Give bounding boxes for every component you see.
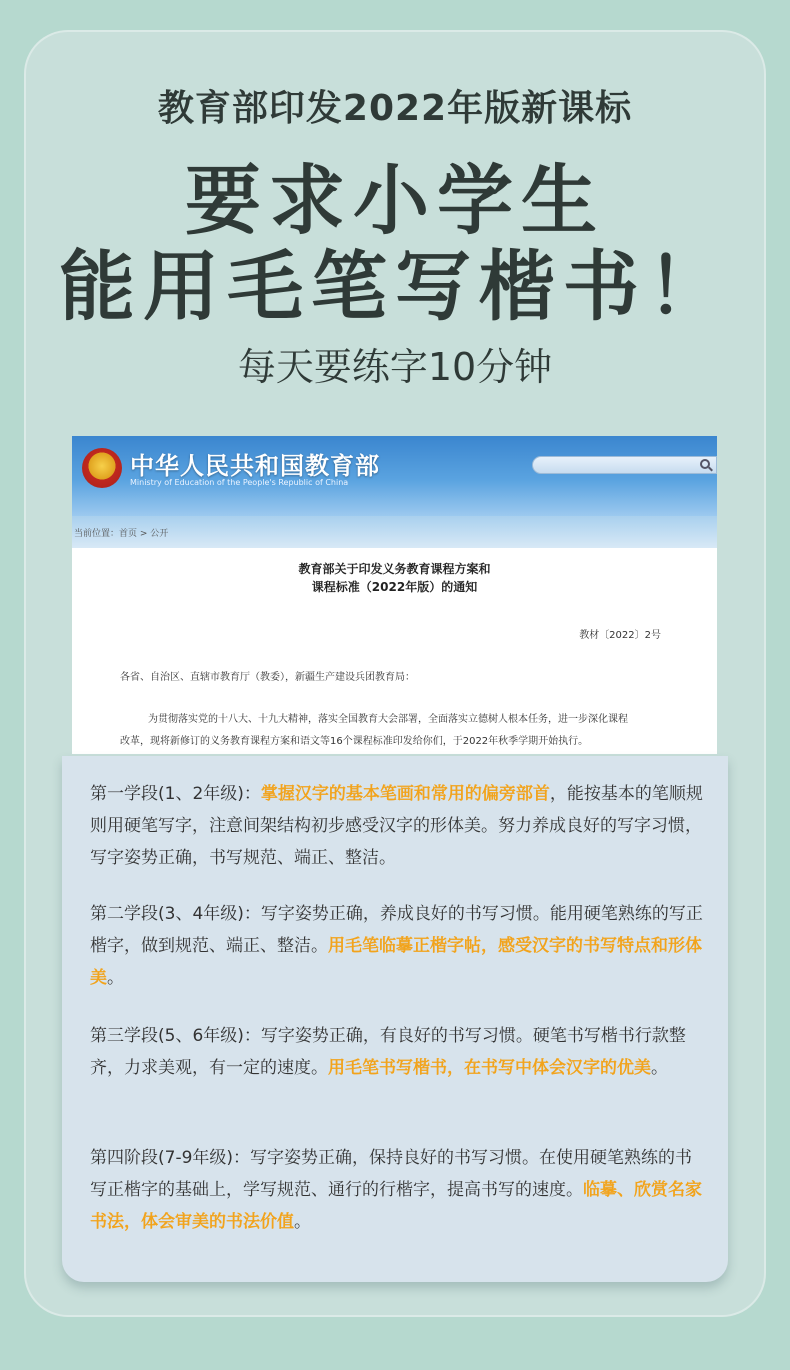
headline-top: 教育部印发2022年版新课标	[157, 88, 633, 129]
notice-doc-number: 教材〔2022〕2号	[579, 630, 661, 641]
notice-recipients: 各省、自治区、直辖市教育厅（教委），新疆生产建设兵团教育局：	[120, 672, 415, 683]
stage-paragraph-2	[90, 898, 706, 994]
ministry-site-name: 中华人民共和国教育部	[130, 452, 380, 480]
stage-4-highlight: 临摹、欣赏名家书法，体会审美的书法价值	[90, 1180, 702, 1232]
ministry-notice-screenshot	[72, 436, 717, 754]
headline-subtitle: 每天要练字10分钟	[237, 345, 553, 389]
notice-title-line-1: 教育部关于印发义务教育课程方案和	[298, 562, 491, 576]
national-emblem-icon	[82, 448, 122, 488]
ministry-site-banner	[72, 436, 717, 516]
stage-4-rest: 。	[294, 1212, 311, 1232]
notice-body-line-2: 改革，现将新修订的义务教育课程方案和语文等16个课程标准印发给你们，于2022年秋季学期开始执行。	[120, 736, 589, 747]
breadcrumb: 当前位置：首页 > 公开	[74, 529, 169, 539]
ministry-search-box	[532, 456, 717, 474]
stage-1-highlight: 掌握汉字的基本笔画和常用的偏旁部首	[260, 784, 550, 804]
stage-2-rest: 。	[107, 968, 124, 988]
headline-big-line-2: 能用毛笔写楷书！	[59, 242, 731, 331]
stage-3-text: 第三学段(5、6年级)：写字姿势正确，有良好的书写习惯。硬笔书写楷书行款整齐，力求美观，有一定的速度。	[90, 1026, 686, 1078]
headline-big-line-1: 要求小学生	[185, 156, 605, 245]
stage-1-rest: ，能按基本的笔顺规则用硬笔写字，注意间架结构初步感受汉字的形体美。努力养成良好的写字习惯，写字姿势正确，书写规范、端正、整洁。	[90, 784, 703, 868]
stage-paragraph-3	[90, 1020, 706, 1084]
ministry-site-name-en: Ministry of Education of the People's Republic of China	[130, 478, 349, 487]
stage-4-text: 第四阶段(7-9年级)：写字姿势正确，保持良好的书写习惯。在使用硬笔熟练的书写正楷字的基础上，学写规范、通行的行楷字，提高书写的速度。	[90, 1148, 693, 1200]
notice-title-line-2: 课程标准（2022年版）的通知	[311, 580, 478, 594]
stage-requirements-panel	[62, 756, 728, 1282]
stage-1-text: 第一学段(1、2年级)：	[90, 784, 261, 804]
breadcrumb-bar	[72, 516, 717, 548]
stage-2-highlight: 用毛笔临摹正楷字帖，感受汉字的书写特点和形体美	[90, 936, 702, 988]
stage-3-highlight: 用毛笔书写楷书，在书写中体会汉字的优美	[328, 1058, 651, 1078]
stage-3-rest: 。	[651, 1058, 668, 1078]
search-icon	[700, 459, 710, 469]
stage-paragraph-1	[90, 778, 706, 874]
notice-body-line-1: 为贯彻落实党的十八大、十九大精神，落实全国教育大会部署，全面落实立德树人根本任务，进一步深化课程	[148, 714, 628, 725]
stage-2-text: 第二学段(3、4年级)：写字姿势正确，养成良好的书写习惯。能用硬笔熟练的写正楷字，做到规范、端正、整洁。	[90, 904, 703, 956]
stage-paragraph-4	[90, 1142, 706, 1238]
